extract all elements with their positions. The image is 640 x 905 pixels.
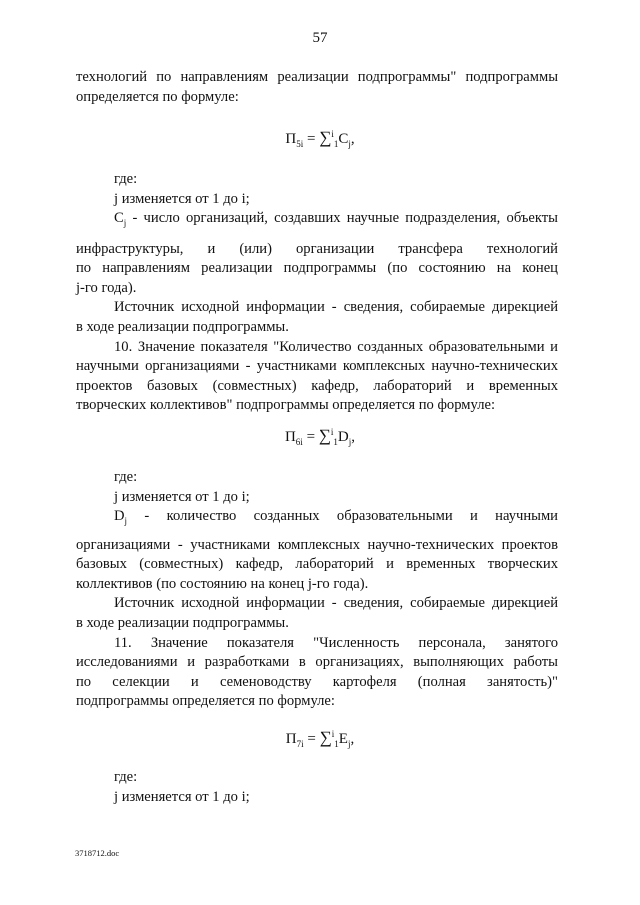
sum-icon: ∑ xyxy=(318,426,331,445)
text-line: в ходе реализации подпрограммы. xyxy=(76,319,289,336)
text-line: 10. Значение показателя "Количество созданных образовательными и xyxy=(114,338,558,355)
text-block-4 xyxy=(76,768,558,807)
text-line: где: xyxy=(114,171,138,187)
text-line xyxy=(76,209,558,234)
formula-var: D xyxy=(337,429,349,445)
text-block-1 xyxy=(76,68,558,107)
text-line: коллективов (по состоянию на конец j-го года). xyxy=(76,575,369,592)
text-block-2 xyxy=(76,170,558,416)
file-name-footer: 3718712.doc xyxy=(75,848,120,858)
formula-lower: 1 xyxy=(334,739,339,749)
text-line xyxy=(76,507,558,532)
text-span: - количество созданных образовательными и научными xyxy=(144,508,558,525)
formula-p5: $П_{5i} = \sum^i_1C_j$, xyxy=(285,128,355,149)
text-line: j-го года). xyxy=(76,279,137,296)
text-line: научными организациями - участниками комплексных научно-технических xyxy=(76,358,558,375)
formula-lhs: П xyxy=(284,429,296,445)
formula-lower: 1 xyxy=(333,437,338,447)
text-line: в ходе реализации подпрограммы. xyxy=(76,615,289,632)
var-c: C xyxy=(114,210,124,227)
formula-subscript: 5i xyxy=(296,139,304,149)
formula-var: C xyxy=(338,131,349,147)
formula-lower: 1 xyxy=(333,139,339,149)
formula-upper: i xyxy=(330,427,334,437)
text-line: определяется по формуле: xyxy=(76,88,239,105)
var-d: D xyxy=(114,508,125,525)
formula-subscript: 7i xyxy=(296,739,304,749)
formula-lhs: П xyxy=(285,731,297,747)
text-line: j изменяется от 1 до i; xyxy=(114,488,250,505)
text-line: 11. Значение показателя "Численность персонала, занятого xyxy=(114,634,558,651)
formula-p7: $П_{7i} = \sum^i_1E_j$, xyxy=(285,728,355,749)
formula-var-sub: j xyxy=(347,739,351,749)
sum-icon: ∑ xyxy=(319,728,332,747)
text-line: проектов базовых (совместных) кафедр, лабораторий и временных xyxy=(76,377,558,394)
text-line: j изменяется от 1 до i; xyxy=(114,788,250,805)
text-line: базовых (совместных) кафедр, лабораторий и временных творческих xyxy=(76,556,558,573)
formula-subscript: 6i xyxy=(295,437,303,447)
text-line: j изменяется от 1 до i; xyxy=(114,190,250,207)
text-line: подпрограммы определяется по формуле: xyxy=(76,693,335,710)
text-line: где: xyxy=(114,769,138,785)
text-block-3 xyxy=(76,468,558,712)
var-sub: j xyxy=(123,218,127,229)
text-line: инфраструктуры, и (или) организации трансфера технологий xyxy=(76,240,558,257)
text-line: Источник исходной информации - сведения, собираемые дирекцией xyxy=(114,299,558,316)
text-line: где: xyxy=(114,469,138,485)
formula-lhs: П xyxy=(285,131,297,147)
formula-var-sub: j xyxy=(348,437,352,447)
text-line: организациями - участниками комплексных научно-технических проектов xyxy=(76,536,558,553)
text-span: - число организаций, создавших научные подразделения, объекты xyxy=(132,210,558,227)
formula-p6: $П_{6i} = \sum^i_1D_j$, xyxy=(284,426,356,447)
text-line: по направлениям реализации подпрограммы (по состоянию на конец xyxy=(76,260,558,277)
formula-upper: i xyxy=(331,129,334,139)
formula-var: E xyxy=(338,731,348,747)
formula-var-sub: j xyxy=(348,139,351,149)
formula-upper: i xyxy=(331,729,335,739)
sum-icon: ∑ xyxy=(319,128,332,147)
text-line: творческих коллективов" подпрограммы определяется по формуле: xyxy=(76,397,496,414)
text-line: Источник исходной информации - сведения, собираемые дирекцией xyxy=(114,595,558,612)
var-sub: j xyxy=(124,516,128,527)
text-line: технологий по направлениям реализации подпрограммы" подпрограммы xyxy=(76,69,558,85)
page-number: 57 xyxy=(312,30,328,46)
text-line: по селекции и семеноводству картофеля (полная занятость)" xyxy=(76,673,558,690)
text-line: исследованиями и разработками в организациях, выполняющих работы xyxy=(76,654,558,671)
